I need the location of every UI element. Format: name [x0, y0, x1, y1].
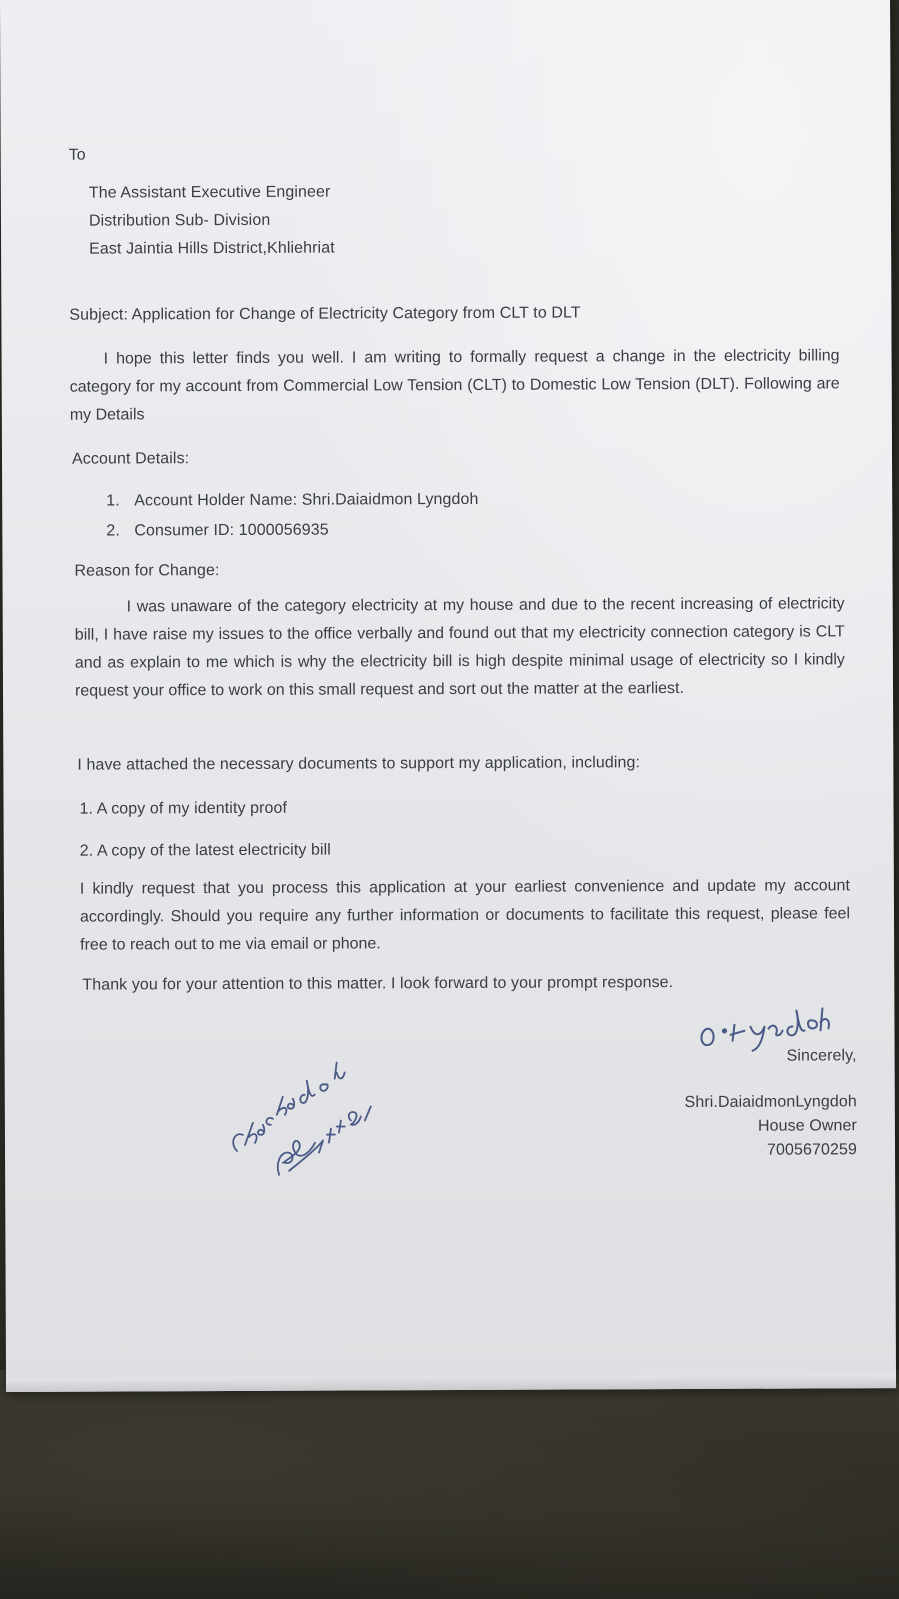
- closing: Sincerely,: [786, 1047, 857, 1065]
- recipient-division: Distribution Sub- Division: [88, 211, 271, 230]
- intro-paragraph: I hope this letter finds you well. I am writing to formally request a change in the electricity billing category for my account from Commercial Low Tension (CLT) to Domestic Low Tension (DLT). Following are my Details: [69, 347, 840, 424]
- recipient-district: East Jaintia Hills District,Khliehriat: [89, 239, 335, 258]
- thanks-line: Thank you for your attention to this matter. I look forward to your prompt response.: [82, 974, 674, 994]
- account-item-number: 1.: [106, 492, 120, 510]
- sender-phone: 7005670259: [767, 1141, 858, 1159]
- sender-name: Shri.DaiaidmonLyngdoh: [684, 1093, 857, 1112]
- account-item-number: 2.: [106, 522, 120, 540]
- subject-line: Subject: Application for Change of Electricity Category from CLT to DLT: [69, 304, 581, 324]
- reason-paragraph: I was unaware of the category electricity at my house and due to the recent increasing of electricity bill, I have raise my issues to the office verbally and found out that my electricity connection category is CLT and as explain to me which is why the electricity bill is high despite minimal usage of electricity so I kindly request your office to work on this small request and sort out the matter at the earliest.: [74, 595, 845, 700]
- account-holder-name: Account Holder Name: Shri.Daiaidmon Lyngdoh: [134, 490, 479, 510]
- attached-item: 2. A copy of the latest electricity bill: [79, 841, 331, 860]
- account-heading: Account Details:: [71, 450, 190, 468]
- attached-intro: I have attached the necessary documents to support my application, including:: [77, 754, 641, 774]
- reason-heading: Reason for Change:: [74, 562, 220, 580]
- background-floor: [0, 1370, 899, 1599]
- handwritten-checked-note: [219, 1050, 380, 1181]
- sender-role: House Owner: [757, 1117, 857, 1135]
- recipient-title: The Assistant Executive Engineer: [88, 183, 331, 202]
- to-label: To: [68, 146, 86, 164]
- request-paragraph: I kindly request that you process this application at your earliest convenience and update my account accordingly. Should you require any further information or documents to facilitate this request, please feel free to reach out to me via email or phone.: [79, 877, 851, 954]
- consumer-id: Consumer ID: 1000056935: [134, 521, 329, 540]
- attached-item: 1. A copy of my identity proof: [79, 799, 288, 818]
